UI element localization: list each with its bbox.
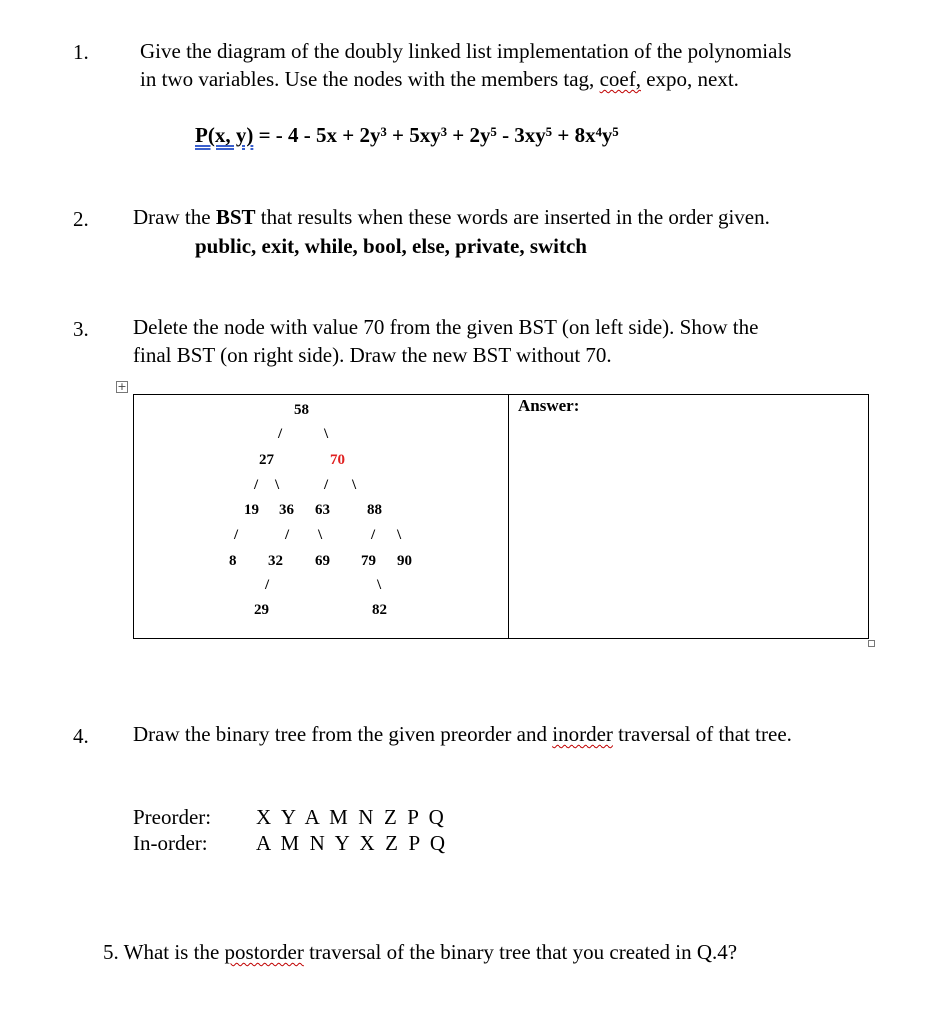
bst-edge-88-90: \	[397, 527, 402, 543]
q4-inorder-word: inorder	[552, 722, 613, 746]
bst-edge-36-32: /	[285, 527, 290, 543]
bst-node-88: 88	[367, 502, 382, 518]
q1-polynomial	[195, 121, 619, 149]
bst-edge-58-70: \	[324, 426, 329, 442]
q5-line	[103, 938, 737, 966]
q5-line-post: traversal of the binary tree that you created in Q.4?	[303, 940, 738, 964]
q4-line-pre: Draw the binary tree from the given preorder and	[133, 722, 553, 746]
preorder-values: X Y A M N Z P Q	[256, 805, 444, 829]
bst-node-19: 19	[244, 502, 259, 518]
q1-line2-post: expo, next.	[640, 67, 739, 91]
bst-edge-27-19: /	[254, 477, 259, 493]
bst-node-90: 90	[397, 553, 412, 569]
preorder-label: Preorder:	[133, 805, 212, 829]
bst-edge-32-29: /	[265, 577, 270, 593]
q2-number: 2.	[73, 207, 89, 231]
table-move-handle[interactable]: +	[117, 380, 127, 393]
q2-words: public, exit, while, bool, else, private, switch	[195, 234, 587, 258]
bst-node-69: 69	[315, 553, 330, 569]
q3-line1: Delete the node with value 70 from the given BST (on left side). Show the	[133, 315, 759, 339]
bst-edge-27-36: \	[275, 477, 280, 493]
q1-coef-word: coef,	[599, 67, 641, 91]
q1-line2	[140, 65, 739, 93]
bst-node-58: 58	[294, 402, 309, 418]
q3-line2: final BST (on right side). Draw the new BST without 70.	[133, 343, 612, 367]
q3-number: 3.	[73, 317, 89, 341]
q1-poly-rhs: = - 4 - 5x + 2y³ + 5xy³ + 2y⁵ - 3xy⁵ + 8x⁴y⁵	[253, 123, 619, 147]
bst-edge-79-82: \	[377, 577, 382, 593]
inorder-label: In-order:	[133, 831, 208, 855]
bst-edge-70-63: /	[324, 477, 329, 493]
bst-node-8: 8	[229, 553, 237, 569]
q2-line1-post: that results when these words are inserted in the order given.	[255, 205, 770, 229]
bst-node-79: 79	[361, 553, 376, 569]
bst-node-29: 29	[254, 602, 269, 618]
q2-line1-pre: Draw the	[133, 205, 216, 229]
bst-node-32: 32	[268, 553, 283, 569]
answer-label: Answer:	[518, 396, 580, 415]
bst-edge-63-69: \	[318, 527, 323, 543]
q1-line2-pre: in two variables. Use the nodes with the members tag,	[140, 67, 600, 91]
table-divider	[508, 395, 509, 638]
q1-poly-lhs: P(x, y)	[195, 123, 254, 147]
q1-line1: Give the diagram of the doubly linked list implementation of the polynomials	[140, 39, 792, 63]
q1-number: 1.	[73, 40, 89, 64]
q4-number: 4.	[73, 724, 89, 748]
bst-edge-19-8: /	[234, 527, 239, 543]
bst-edge-58-27: /	[278, 426, 283, 442]
bst-edge-88-79: /	[371, 527, 376, 543]
q5-postorder-word: postorder	[224, 940, 304, 964]
q4-line	[133, 720, 792, 748]
inorder-values: A M N Y X Z P Q	[256, 831, 446, 855]
bst-node-70: 70	[330, 452, 345, 468]
q2-line1	[133, 203, 770, 231]
q5-number: 5.	[103, 940, 119, 964]
q2-bst-word: BST	[215, 205, 256, 229]
q4-line-post: traversal of that tree.	[612, 722, 792, 746]
table-resize-handle[interactable]	[868, 640, 875, 647]
bst-edge-70-88: \	[352, 477, 357, 493]
bst-node-82: 82	[372, 602, 387, 618]
q5-line-pre: What is the	[123, 940, 225, 964]
bst-node-36: 36	[279, 502, 294, 518]
bst-node-27: 27	[259, 452, 274, 468]
bst-node-63: 63	[315, 502, 330, 518]
